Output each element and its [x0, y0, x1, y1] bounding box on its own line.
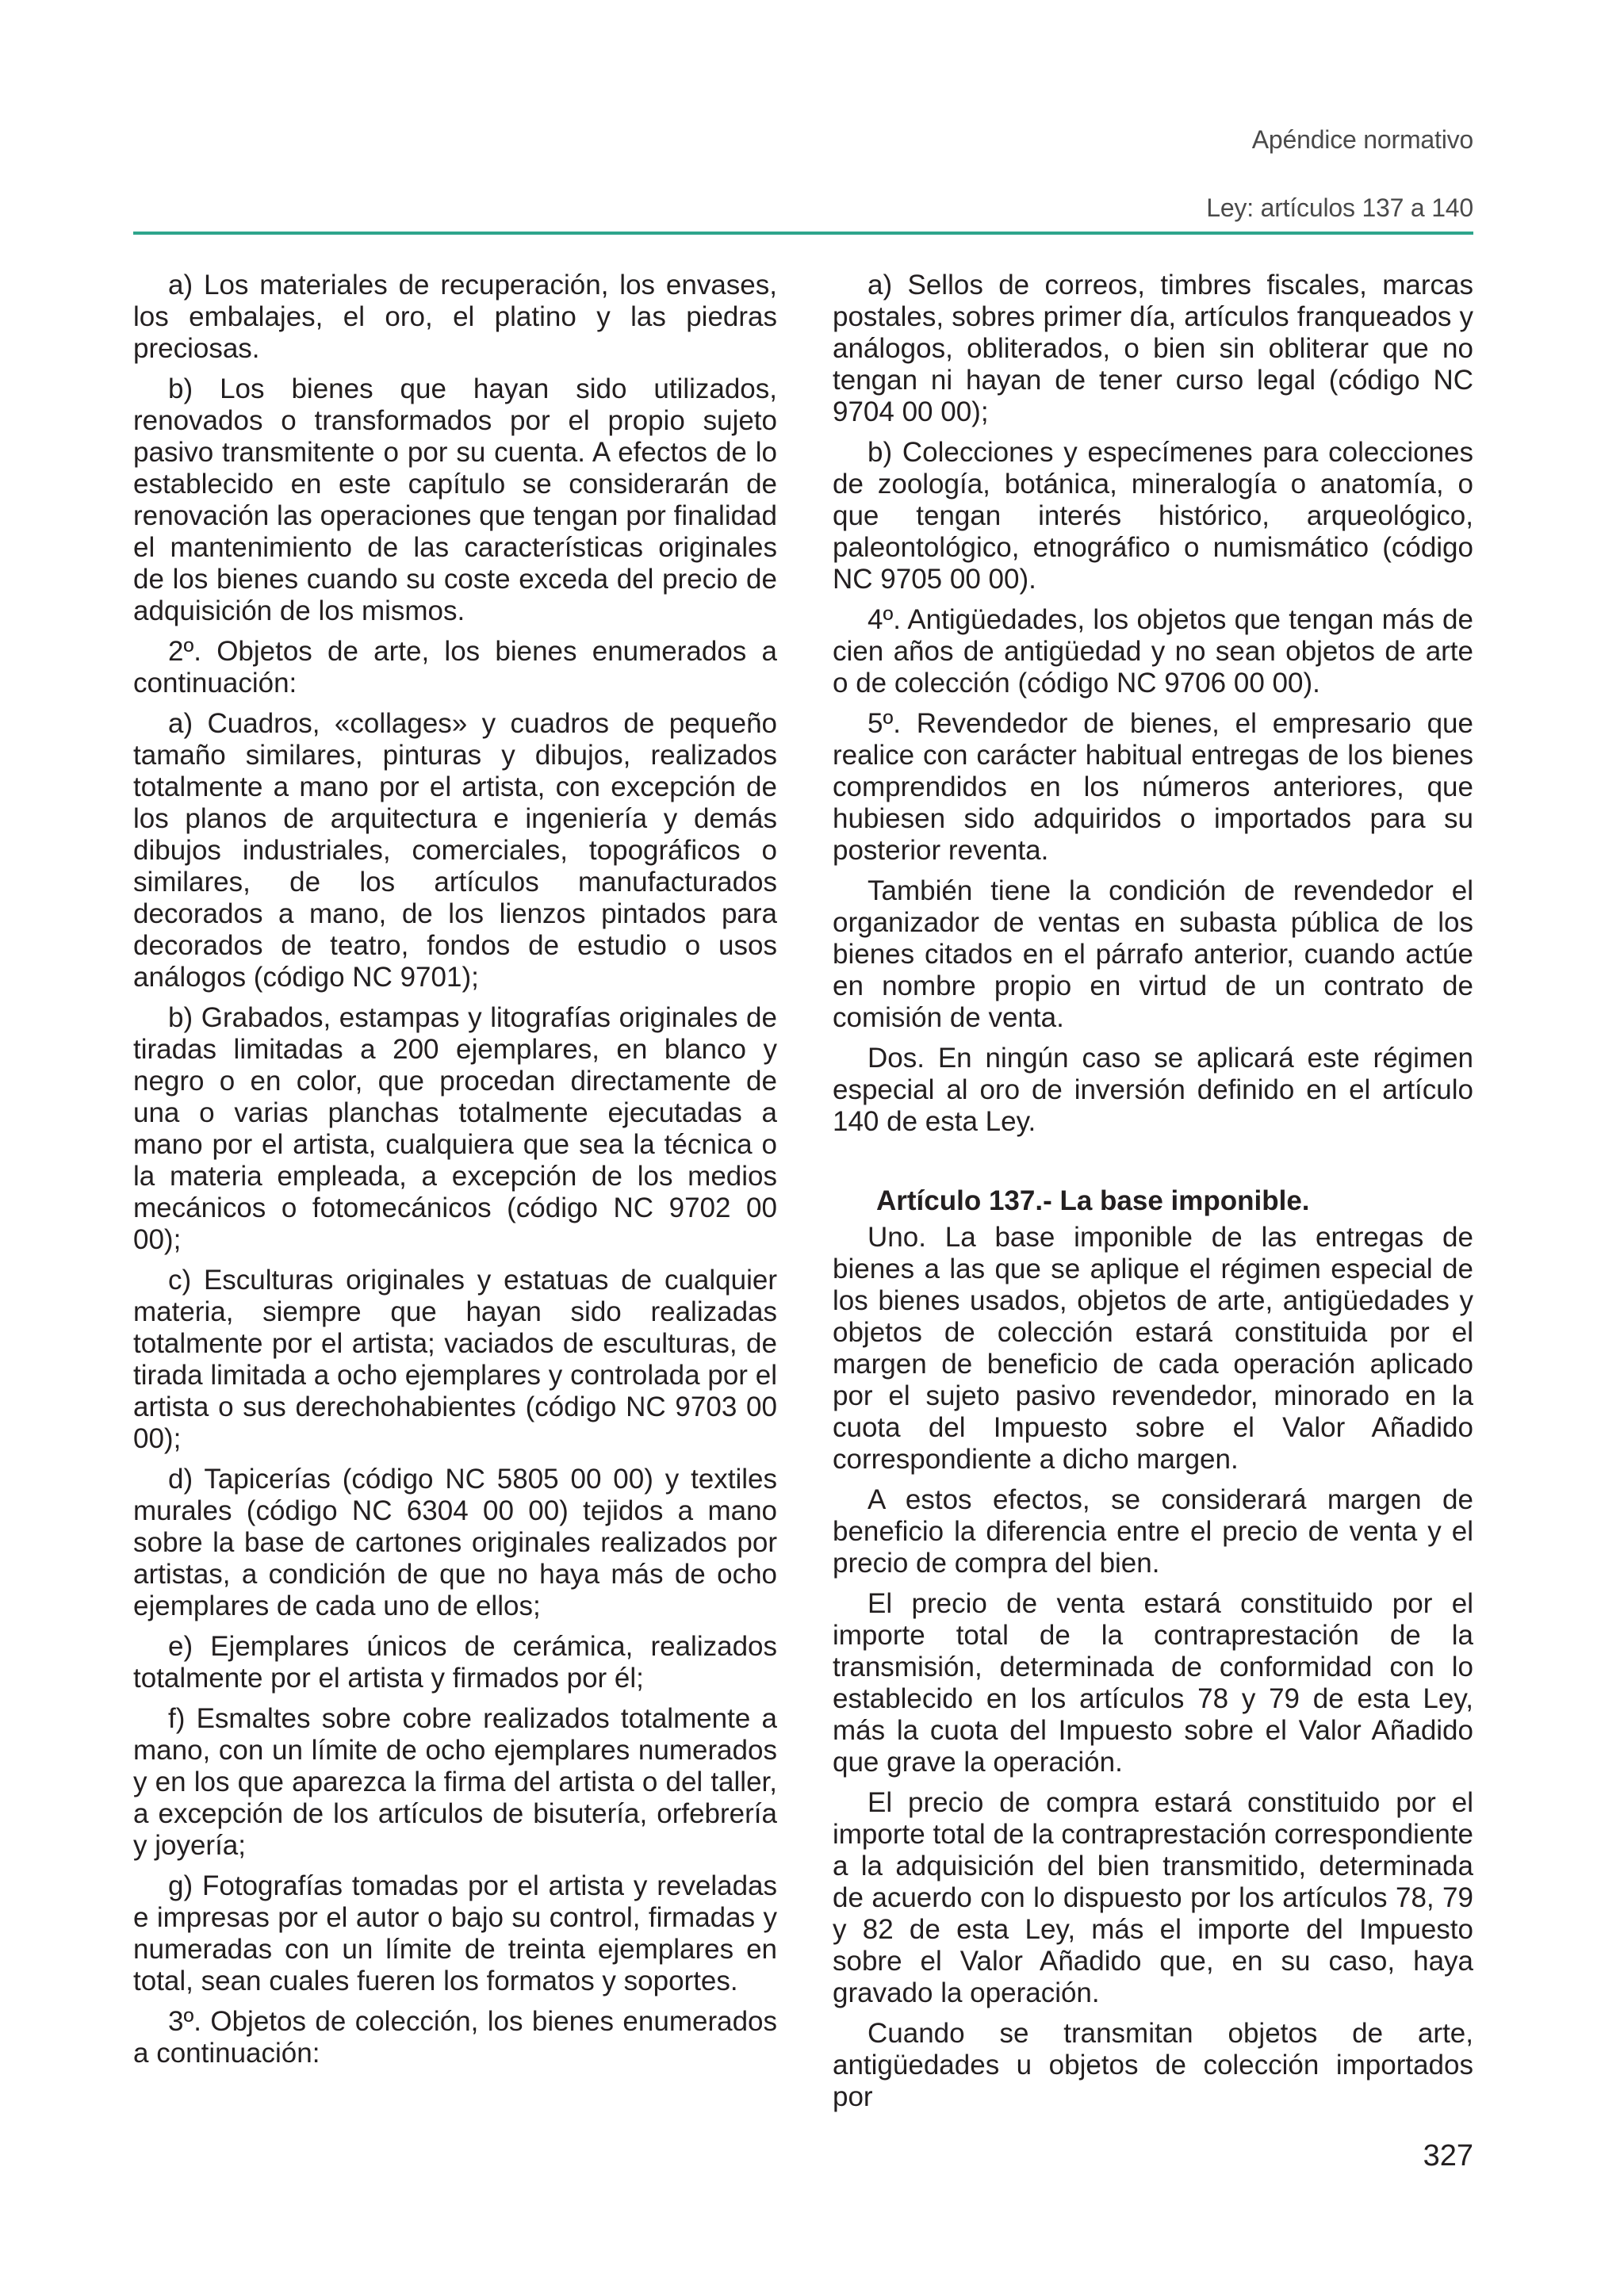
- paragraph: a) Los materiales de recuperación, los envases, los embalajes, el oro, el platino y las piedras preciosas.: [133, 270, 777, 364]
- paragraph: a) Sellos de correos, timbres fiscales, marcas postales, sobres primer día, artículos franqueados y análogos, obliterados, o bien sin obliterar que no tengan ni hayan de tener curso legal (código NC 9704 00 00);: [833, 270, 1473, 427]
- paragraph: También tiene la condición de revendedor el organizador de ventas en subasta pública de los bienes citados en el párrafo anterior, cuando actúe en nombre propio en virtud de un contrato de comisión de venta.: [833, 875, 1473, 1033]
- paragraph: e) Ejemplares únicos de cerámica, realizados totalmente por el artista y firmados por él;: [133, 1631, 777, 1694]
- paragraph: b) Los bienes que hayan sido utilizados, renovados o transformados por el propio sujeto pasivo transmitente o por su cuenta. A efectos de lo establecido en este capítulo se considerarán de renovación las operaciones que tengan por finalidad el mantenimiento de las características originales de los bienes cuando su coste exceda del precio de adquisición de los mismos.: [133, 373, 777, 626]
- running-header-section: Apéndice normativo: [1251, 125, 1473, 154]
- paragraph: A estos efectos, se considerará margen de beneficio la diferencia entre el precio de venta y el precio de compra del bien.: [833, 1484, 1473, 1579]
- paragraph: 5º. Revendedor de bienes, el empresario que realice con carácter habitual entregas de los bienes comprendidos en los números anteriores, que hubiesen sido adquiridos o importados para su posterior reventa.: [833, 708, 1473, 866]
- paragraph: c) Esculturas originales y estatuas de cualquier materia, siempre que hayan sido realizadas totalmente por el artista; vaciados de esculturas, de tirada limitada a ocho ejemplares y controlada por el artista o sus derechohabientes (código NC 9703 00 00);: [133, 1265, 777, 1454]
- header-rule: [133, 232, 1473, 235]
- left-column: [133, 270, 777, 2078]
- page-number: 327: [1423, 2139, 1473, 2172]
- paragraph: El precio de compra estará constituido por el importe total de la contraprestación correspondiente a la adquisición del bien transmitido, determinada de acuerdo con lo dispuesto por los artículos 78, 79 y 82 de esta Ley, más el importe del Impuesto sobre el Valor Añadido que, en su caso, haya gravado la operación.: [833, 1787, 1473, 2008]
- running-header-article-range: Ley: artículos 137 a 140: [1206, 193, 1473, 222]
- paragraph: f) Esmaltes sobre cobre realizados totalmente a mano, con un límite de ocho ejemplares numerados y en los que aparezca la firma del artista o del taller, a excepción de los artículos de bisutería, orfebrería y joyería;: [133, 1703, 777, 1861]
- paragraph: b) Grabados, estampas y litografías originales de tiradas limitadas a 200 ejemplares, en blanco y negro o en color, que procedan directamente de una o varias planchas totalmente ejecutadas a mano por el artista, cualquiera que sea la técnica o la materia empleada, a excepción de los medios mecánicos o fotomecánicos (código NC 9702 00 00);: [133, 1002, 777, 1255]
- right-column: [833, 270, 1473, 2122]
- paragraph: El precio de venta estará constituido por el importe total de la contraprestación de la transmisión, determinada de conformidad con lo establecido en los artículos 78 y 79 de esta Ley, más la cuota del Impuesto sobre el Valor Añadido que grave la operación.: [833, 1588, 1473, 1778]
- paragraph: 3º. Objetos de colección, los bienes enumerados a continuación:: [133, 2006, 777, 2069]
- paragraph: d) Tapicerías (código NC 5805 00 00) y textiles murales (código NC 6304 00 00) tejidos a mano sobre la base de cartones originales realizados por artistas, a condición de que no haya más de ocho ejemplares de cada uno de ellos;: [133, 1464, 777, 1621]
- paragraph: 4º. Antigüedades, los objetos que tengan más de cien años de antigüedad y no sean objetos de arte o de colección (código NC 9706 00 00).: [833, 604, 1473, 699]
- article-heading: Artículo 137.- La base imponible.: [876, 1185, 1310, 1216]
- paragraph: 2º. Objetos de arte, los bienes enumerados a continuación:: [133, 636, 777, 699]
- paragraph: Dos. En ningún caso se aplicará este régimen especial al oro de inversión definido en el artículo 140 de esta Ley.: [833, 1043, 1473, 1137]
- paragraph: Cuando se transmitan objetos de arte, antigüedades u objetos de colección importados por: [833, 2018, 1473, 2112]
- paragraph: Uno. La base imponible de las entregas de bienes a las que se aplique el régimen especial de los bienes usados, objetos de arte, antigüedades y objetos de colección estará constituida por el margen de beneficio de cada operación aplicado por el sujeto pasivo revendedor, minorado en la cuota del Impuesto sobre el Valor Añadido correspondiente a dicho margen.: [833, 1222, 1473, 1475]
- paragraph: a) Cuadros, «collages» y cuadros de pequeño tamaño similares, pinturas y dibujos, realizados totalmente a mano por el artista, con excepción de los planos de arquitectura e ingeniería y demás dibujos industriales, comerciales, topográficos o similares, de los artículos manufacturados decorados a mano, de los lienzos pintados para decorados de teatro, fondos de estudio o usos análogos (código NC 9701);: [133, 708, 777, 993]
- paragraph: b) Colecciones y especímenes para colecciones de zoología, botánica, mineralogía o anatomía, o que tengan interés histórico, arqueológico, paleontológico, etnográfico o numismático (código NC 9705 00 00).: [833, 437, 1473, 595]
- paragraph: g) Fotografías tomadas por el artista y reveladas e impresas por el autor o bajo su control, firmadas y numeradas con un límite de treinta ejemplares en total, sean cuales fueren los formatos y soportes.: [133, 1870, 777, 1996]
